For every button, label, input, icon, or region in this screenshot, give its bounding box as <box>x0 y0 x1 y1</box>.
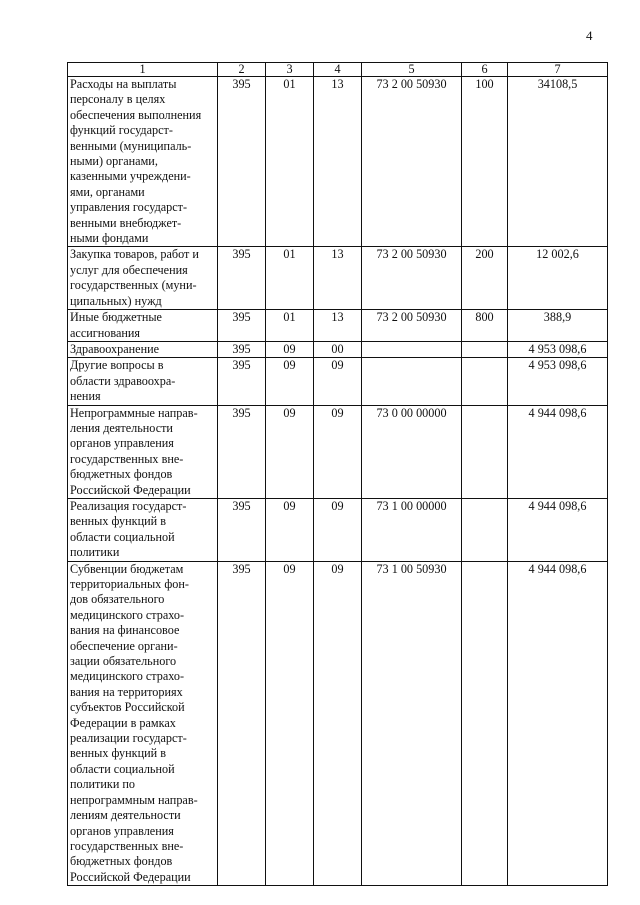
row-name-line: Субвенции бюджетам <box>70 561 184 576</box>
expense-type-cell <box>462 405 508 498</box>
row-name-line: ями, органами <box>70 184 145 199</box>
gr-code-cell: 395 <box>218 77 266 247</box>
row-name-line: государственных вне- <box>70 451 184 466</box>
page-number: 4 <box>586 28 593 43</box>
row-name-line: политики по <box>70 777 136 792</box>
gr-code-cell: 395 <box>218 247 266 310</box>
expense-type-cell <box>462 358 508 405</box>
subsection-code-cell: 13 <box>314 247 362 310</box>
target-article-cell: 73 2 00 50930 <box>362 247 462 310</box>
header-row <box>68 63 608 77</box>
subsection-code-cell: 13 <box>314 77 362 247</box>
section-code-cell: 09 <box>266 405 314 498</box>
row-name-line: Расходы на выплаты <box>70 77 177 91</box>
row-name-line: услуг для обеспечения <box>70 262 188 277</box>
row-name-line: непрограммным направ- <box>70 792 198 807</box>
row-name-line: территориальных фон- <box>70 577 189 591</box>
target-article-cell: 73 0 00 00000 <box>362 405 462 498</box>
amount-cell: 388,9 <box>508 310 608 342</box>
amount-cell: 4 944 098,6 <box>508 561 608 886</box>
row-name-line: органов управления <box>70 823 174 838</box>
expense-type-cell <box>462 341 508 357</box>
table-row <box>68 341 608 357</box>
row-name-line: ления деятельности <box>70 420 173 435</box>
target-article-cell: 73 1 00 50930 <box>362 561 462 886</box>
gr-code-cell: 395 <box>218 561 266 886</box>
gr-code-cell: 395 <box>218 341 266 357</box>
target-article-cell <box>362 341 462 357</box>
table-row <box>68 498 608 561</box>
amount-cell: 4 944 098,6 <box>508 405 608 498</box>
budget-table <box>67 62 608 886</box>
subsection-code-cell: 09 <box>314 498 362 561</box>
row-name-line: Российской Федерации <box>70 869 191 884</box>
row-name-line: персоналу в целях <box>70 92 166 107</box>
expense-type-cell: 200 <box>462 247 508 310</box>
gr-code-cell: 395 <box>218 405 266 498</box>
row-name-line: ципальных) нужд <box>70 293 162 308</box>
row-name-line: лениям деятельности <box>70 808 181 823</box>
row-name-line: зации обязательного <box>70 654 177 669</box>
row-name-line: политики <box>70 545 120 560</box>
row-name-line: венных функций в <box>70 746 166 761</box>
row-name-line: бюджетных фондов <box>70 467 173 482</box>
expense-type-cell <box>462 561 508 886</box>
table-row <box>68 247 608 310</box>
row-name-line: функций государст- <box>70 123 173 138</box>
subsection-code-cell: 00 <box>314 341 362 357</box>
header-col-2: 2 <box>218 63 266 77</box>
row-name-line: казенными учреждени- <box>70 169 191 184</box>
amount-cell: 34108,5 <box>508 77 608 247</box>
section-code-cell: 09 <box>266 358 314 405</box>
row-name-line: Непрограммные направ- <box>70 405 198 420</box>
target-article-cell: 73 2 00 50930 <box>362 77 462 247</box>
row-name-line: обеспечения выполнения <box>70 107 202 122</box>
row-name-line: венными (муниципаль- <box>70 138 192 153</box>
row-name-line: Закупка товаров, работ и <box>70 247 199 262</box>
row-name-line: управления государст- <box>70 200 188 215</box>
header-col-7: 7 <box>508 63 608 77</box>
section-code-cell: 09 <box>266 341 314 357</box>
header-col-1: 1 <box>68 63 218 77</box>
row-name-cell <box>68 358 218 405</box>
row-name-line: медицинского страхо- <box>70 607 185 622</box>
table-row <box>68 310 608 342</box>
row-name-line: медицинского страхо- <box>70 669 185 684</box>
row-name-cell <box>68 310 218 342</box>
row-name-line: вания на финансовое <box>70 623 180 638</box>
gr-code-cell: 395 <box>218 310 266 342</box>
subsection-code-cell: 09 <box>314 561 362 886</box>
section-code-cell: 01 <box>266 77 314 247</box>
expense-type-cell: 100 <box>462 77 508 247</box>
section-code-cell: 09 <box>266 561 314 886</box>
expense-type-cell <box>462 498 508 561</box>
row-name-line: Здравоохранение <box>70 341 160 356</box>
row-name-line: Другие вопросы в <box>70 358 164 373</box>
row-name-line: Иные бюджетные <box>70 310 162 325</box>
header-col-5: 5 <box>362 63 462 77</box>
subsection-code-cell: 09 <box>314 358 362 405</box>
header-col-3: 3 <box>266 63 314 77</box>
amount-cell: 4 953 098,6 <box>508 358 608 405</box>
gr-code-cell: 395 <box>218 498 266 561</box>
amount-cell: 4 944 098,6 <box>508 498 608 561</box>
section-code-cell: 09 <box>266 498 314 561</box>
row-name-line: дов обязательного <box>70 592 165 607</box>
table-row <box>68 358 608 405</box>
section-code-cell: 01 <box>266 247 314 310</box>
row-name-cell <box>68 247 218 310</box>
subsection-code-cell: 13 <box>314 310 362 342</box>
table-row <box>68 405 608 498</box>
table-row <box>68 561 608 886</box>
header-col-6: 6 <box>462 63 508 77</box>
target-article-cell <box>362 358 462 405</box>
row-name-cell <box>68 498 218 561</box>
row-name-line: обеспечение органи- <box>70 638 178 653</box>
row-name-line: органов управления <box>70 436 174 451</box>
row-name-cell <box>68 561 218 886</box>
expense-type-cell: 800 <box>462 310 508 342</box>
row-name-line: государственных вне- <box>70 838 184 853</box>
row-name-cell <box>68 405 218 498</box>
row-name-line: области социальной <box>70 761 175 776</box>
row-name-line: области социальной <box>70 529 175 544</box>
row-name-line: государственных (муни- <box>70 278 197 293</box>
table-row <box>68 77 608 247</box>
gr-code-cell: 395 <box>218 358 266 405</box>
amount-cell: 12 002,6 <box>508 247 608 310</box>
header-col-4: 4 <box>314 63 362 77</box>
row-name-line: области здравоохра- <box>70 373 176 388</box>
row-name-line: бюджетных фондов <box>70 854 173 869</box>
row-name-line: венными внебюджет- <box>70 215 182 230</box>
row-name-line: ными фондами <box>70 231 149 246</box>
row-name-line: нения <box>70 389 101 404</box>
row-name-line: вания на территориях <box>70 684 183 699</box>
row-name-line: Реализация государст- <box>70 498 187 513</box>
row-name-line: реализации государст- <box>70 731 187 746</box>
row-name-line: Российской Федерации <box>70 482 191 497</box>
section-code-cell: 01 <box>266 310 314 342</box>
target-article-cell: 73 1 00 00000 <box>362 498 462 561</box>
amount-cell: 4 953 098,6 <box>508 341 608 357</box>
row-name-line: Федерации в рамках <box>70 715 176 730</box>
subsection-code-cell: 09 <box>314 405 362 498</box>
budget-table-body <box>68 77 608 886</box>
row-name-line: венных функций в <box>70 514 166 529</box>
row-name-line: ассигнования <box>70 325 141 340</box>
target-article-cell: 73 2 00 50930 <box>362 310 462 342</box>
row-name-cell <box>68 77 218 247</box>
row-name-cell <box>68 341 218 357</box>
row-name-line: субъектов Российской <box>70 700 185 715</box>
row-name-line: ными) органами, <box>70 154 158 169</box>
